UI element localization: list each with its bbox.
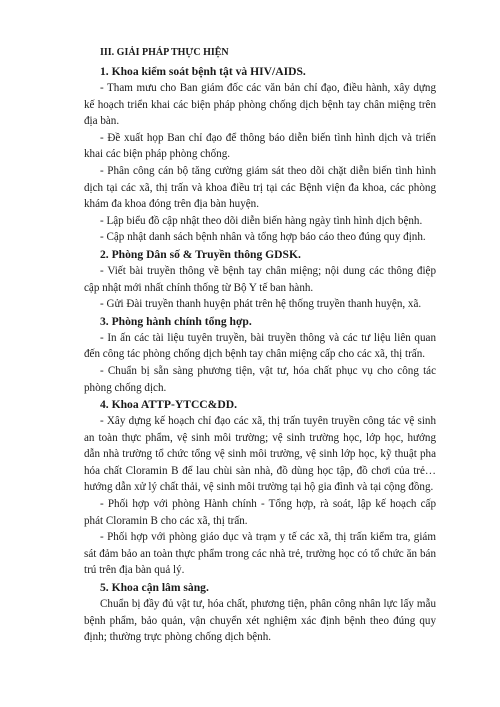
section-heading: 2. Phòng Dân số & Truyền thông GDSK. [100,247,301,261]
section-3 [84,313,436,396]
paragraph: - Xây dựng kế hoạch chỉ đạo các xã, thị trấn tuyên truyền công tác vệ sinh an toàn thực phẩm, vệ sinh môi trường; vệ sinh trường học, lớp học, hướng dẫn nhà trường tổ chức tổng vệ sinh môi trường, vệ sinh lớp học, kỹ thuật pha hóa chất Cloramin B để lau chùi sàn nhà, đồ dùng học tập, đồ chơi của trẻ…hướng dẫn xử lý chất thải, vệ sinh môi trường tại hộ gia đình và tại cộng đồng. [84,415,436,494]
section-5 [84,579,436,646]
section-heading: 3. Phòng hành chính tổng hợp. [100,314,252,328]
paragraph: - Gửi Đài truyền thanh huyện phát trên hệ thống truyền thanh huyện, xã. [100,298,422,311]
paragraph: - Viết bài truyền thông về bệnh tay chân miệng; nội dung các thông điệp cập nhật mới nhất chính thống từ Bộ Y tế ban hành. [84,264,436,294]
section-heading: 5. Khoa cận lâm sàng. [100,581,209,595]
paragraph: - Tham mưu cho Ban giám đốc các văn bản chỉ đạo, điều hành, xây dựng kế hoạch triển khai các biện pháp phòng chống dịch bệnh tay chân miệng trên địa bàn. [84,82,436,128]
paragraph: - Đề xuất họp Ban chỉ đạo để thông báo diễn biến tình hình dịch và triển khai các biện pháp phòng chống. [84,131,436,161]
paragraph: - Chuẩn bị sẵn sàng phương tiện, vật tư, hóa chất phục vụ cho công tác phòng chống dịch. [84,364,436,394]
paragraph: - Phối hợp với phòng giáo dục và trạm y tế các xã, thị trấn kiểm tra, giám sát đảm bảo an toàn thực phẩm trong các nhà trẻ, trường học có tổ chức ăn bán trú trên địa bàn quả lý. [84,531,436,577]
section-2 [84,246,436,313]
section-heading: 1. Khoa kiểm soát bệnh tật và HIV/AIDS. [100,65,306,78]
paragraph: - Phối hợp với phòng Hành chính - Tổng hợp, rà soát, lập kế hoạch cấp phát Cloramin B cho các xã, thị trấn. [84,498,436,527]
section-heading: 4. Khoa ATTP-YTCC&DD. [100,398,237,412]
section-4 [84,396,436,579]
main-heading: III. GIẢI PHÁP THỰC HIỆN [100,47,229,58]
section-1 [84,63,436,246]
paragraph: - Lập biểu đồ cập nhật theo dõi diễn biến hàng ngày tình hình dịch bệnh. [100,214,423,227]
document-body [84,46,436,646]
paragraph: - Phân công cán bộ tăng cường giám sát theo dõi chặt diễn biến tình hình dịch tại các xã, thị trấn và khoa điều trị tại các Bệnh viện đa khoa, các phòng khám đa khoa đóng trên địa bàn huyện. [84,164,436,211]
paragraph: - Cập nhật danh sách bệnh nhân và tổng hợp báo cáo theo đúng quy định. [100,231,426,244]
paragraph: - In ấn các tài liệu tuyên truyền, bài truyền thông và các tư liệu liên quan đến công tác phòng chống dịch bệnh tay chân miệng cấp cho các xã, thị trấn. [84,331,436,361]
paragraph: Chuẩn bị đầy đủ vật tư, hóa chất, phương tiện, phân công nhân lực lấy mẫu bệnh phẩm, bảo quản, vận chuyển xét nghiệm xác định bệnh theo đúng quy định; thường trực phòng chống dịch bệnh. [84,598,436,644]
